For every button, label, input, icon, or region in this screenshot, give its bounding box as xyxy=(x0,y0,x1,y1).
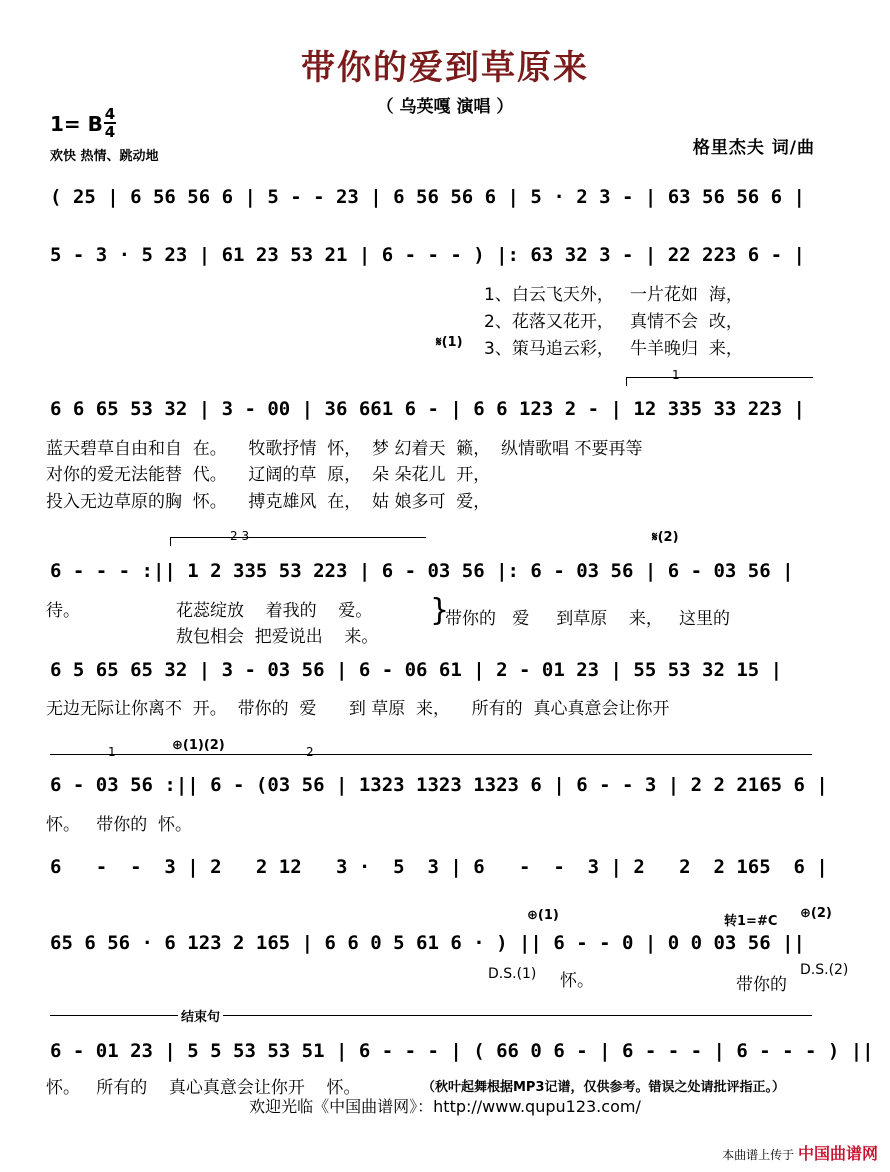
score-row-4: 6 - - - :|| 1 2 335 53 223 | 6 - 03 56 |: 6 - 03 56 | 6 - 03 56 | xyxy=(50,560,794,582)
modulation-mark: 转1=#C xyxy=(724,914,778,929)
lyric-row4-a: 待。 xyxy=(46,601,80,621)
ds-1-mark: D.S.(1) xyxy=(488,966,537,982)
score-row-6: 6 - 03 56 :|| 6 - (03 56 | 1323 1323 1323 6 | 6 - - 3 | 2 2 2165 6 | xyxy=(50,774,828,796)
lyric-verse3-a: 3、策马追云彩， 牛羊晚归 来， xyxy=(484,339,743,359)
lyric-row8-b: 带你的 xyxy=(736,975,787,995)
score-row-9: 6 - 01 23 | 5 5 53 53 51 | 6 - - - | ( 66 0 6 - | 6 - - - | 6 - - - ) || xyxy=(50,1040,874,1062)
volta-1b-mark: 1 xyxy=(108,745,116,759)
lyric-row8-a: 怀。 xyxy=(560,971,594,991)
score-row-1: ( 25 | 6 56 56 6 | 5 - - 23 | 6 56 56 6 | 5 · 2 3 - | 63 56 56 6 | xyxy=(50,186,805,208)
singer-credit: （ 乌英嘎 演唱 ） xyxy=(376,97,514,117)
ds-2-mark: D.S.(2) xyxy=(800,962,849,978)
key-signature: 1= B xyxy=(50,112,103,136)
upload-label: 本曲谱上传于 xyxy=(722,1148,795,1162)
coda-2-mark: ⊕(2) xyxy=(800,906,832,921)
segno-1-mark: 𝄋(1) xyxy=(436,335,463,350)
coda-12-mark: ⊕(1)(2) xyxy=(172,738,225,753)
composer-credit: 格里杰夫 词/曲 xyxy=(692,138,815,158)
lyric-row4-d: 带你的 爱 到草原 来， 这里的 xyxy=(445,609,731,629)
lyric-row4-b: 花蕊绽放 着我的 爱。 xyxy=(176,601,373,621)
page-title: 带你的爱到草原来 xyxy=(301,48,589,88)
lyric-verse2-a: 2、花落又花开， 真情不会 改， xyxy=(484,312,743,332)
time-top: 4 xyxy=(104,105,116,123)
lyric-row9: 怀。 所有的 真心真意会让你开 怀。 xyxy=(46,1078,361,1098)
lyric-verse1-a: 1、白云飞天外， 一片花如 海， xyxy=(484,285,743,305)
lyric-verse1-b: 蓝天碧草自由和自 在。 牧歌抒情 怀， 梦 幻着天 籁， 纵情歌唱 不要再等 xyxy=(46,439,643,459)
volta-23-mark: 2 3 xyxy=(230,529,250,543)
lyric-row6: 怀。 带你的 怀。 xyxy=(46,815,193,835)
score-row-2: 5 - 3 · 5 23 | 61 23 53 21 | 6 - - - ) |: 63 32 3 - | 22 223 6 - | xyxy=(50,244,805,266)
segno-2-mark: 𝄋(2) xyxy=(652,530,679,545)
score-row-5: 6 5 65 65 32 | 3 - 03 56 | 6 - 06 61 | 2 - 01 23 | 55 53 32 15 | xyxy=(50,659,783,681)
lyric-verse2-b: 对你的爱无法能替 代。 辽阔的草 原， 朵 朵花儿 开， xyxy=(46,465,491,485)
time-signature xyxy=(104,106,116,140)
score-row-7: 6 - - 3 | 2 2 12 3 · 5 3 | 6 - - 3 | 2 2 2 165 6 | xyxy=(50,856,828,878)
ending-mark: 结束句 xyxy=(178,1006,223,1025)
volta-1-mark: 1 xyxy=(672,368,680,382)
coda-1-mark: ⊕(1) xyxy=(527,908,559,923)
transcriber-note: （秋叶起舞根据MP3记谱，仅供参考。错误之处请批评指正。） xyxy=(422,1080,786,1095)
score-row-3: 6 6 65 53 32 | 3 - 00 | 36 661 6 - | 6 6 123 2 - | 12 335 33 223 | xyxy=(50,398,805,420)
volta-2-mark: 2 xyxy=(306,745,314,759)
time-bottom: 4 xyxy=(104,123,116,141)
lyric-row4-c: 敖包相会 把爱说出 来。 xyxy=(176,627,379,647)
site-logo: 中国曲谱网 xyxy=(797,1144,878,1163)
lyric-row5: 无边无际让你离不 开。 带你的 爱 到 草原 来， 所有的 真心真意会让你开 xyxy=(46,699,670,719)
footer-link[interactable]: 欢迎光临《中国曲谱网》：http://www.qupu123.com/ xyxy=(249,1097,641,1116)
score-row-8: 65 6 56 · 6 123 2 165 | 6 6 0 5 61 6 · ) || 6 - - 0 | 0 0 03 56 || xyxy=(50,932,805,954)
lyric-verse3-b: 投入无边草原的胸 怀。 搏克雄风 在， 姑 娘多可 爱， xyxy=(46,492,491,512)
tempo-marking: 欢快 热情、跳动地 xyxy=(50,149,159,164)
upload-credit xyxy=(722,1141,878,1164)
